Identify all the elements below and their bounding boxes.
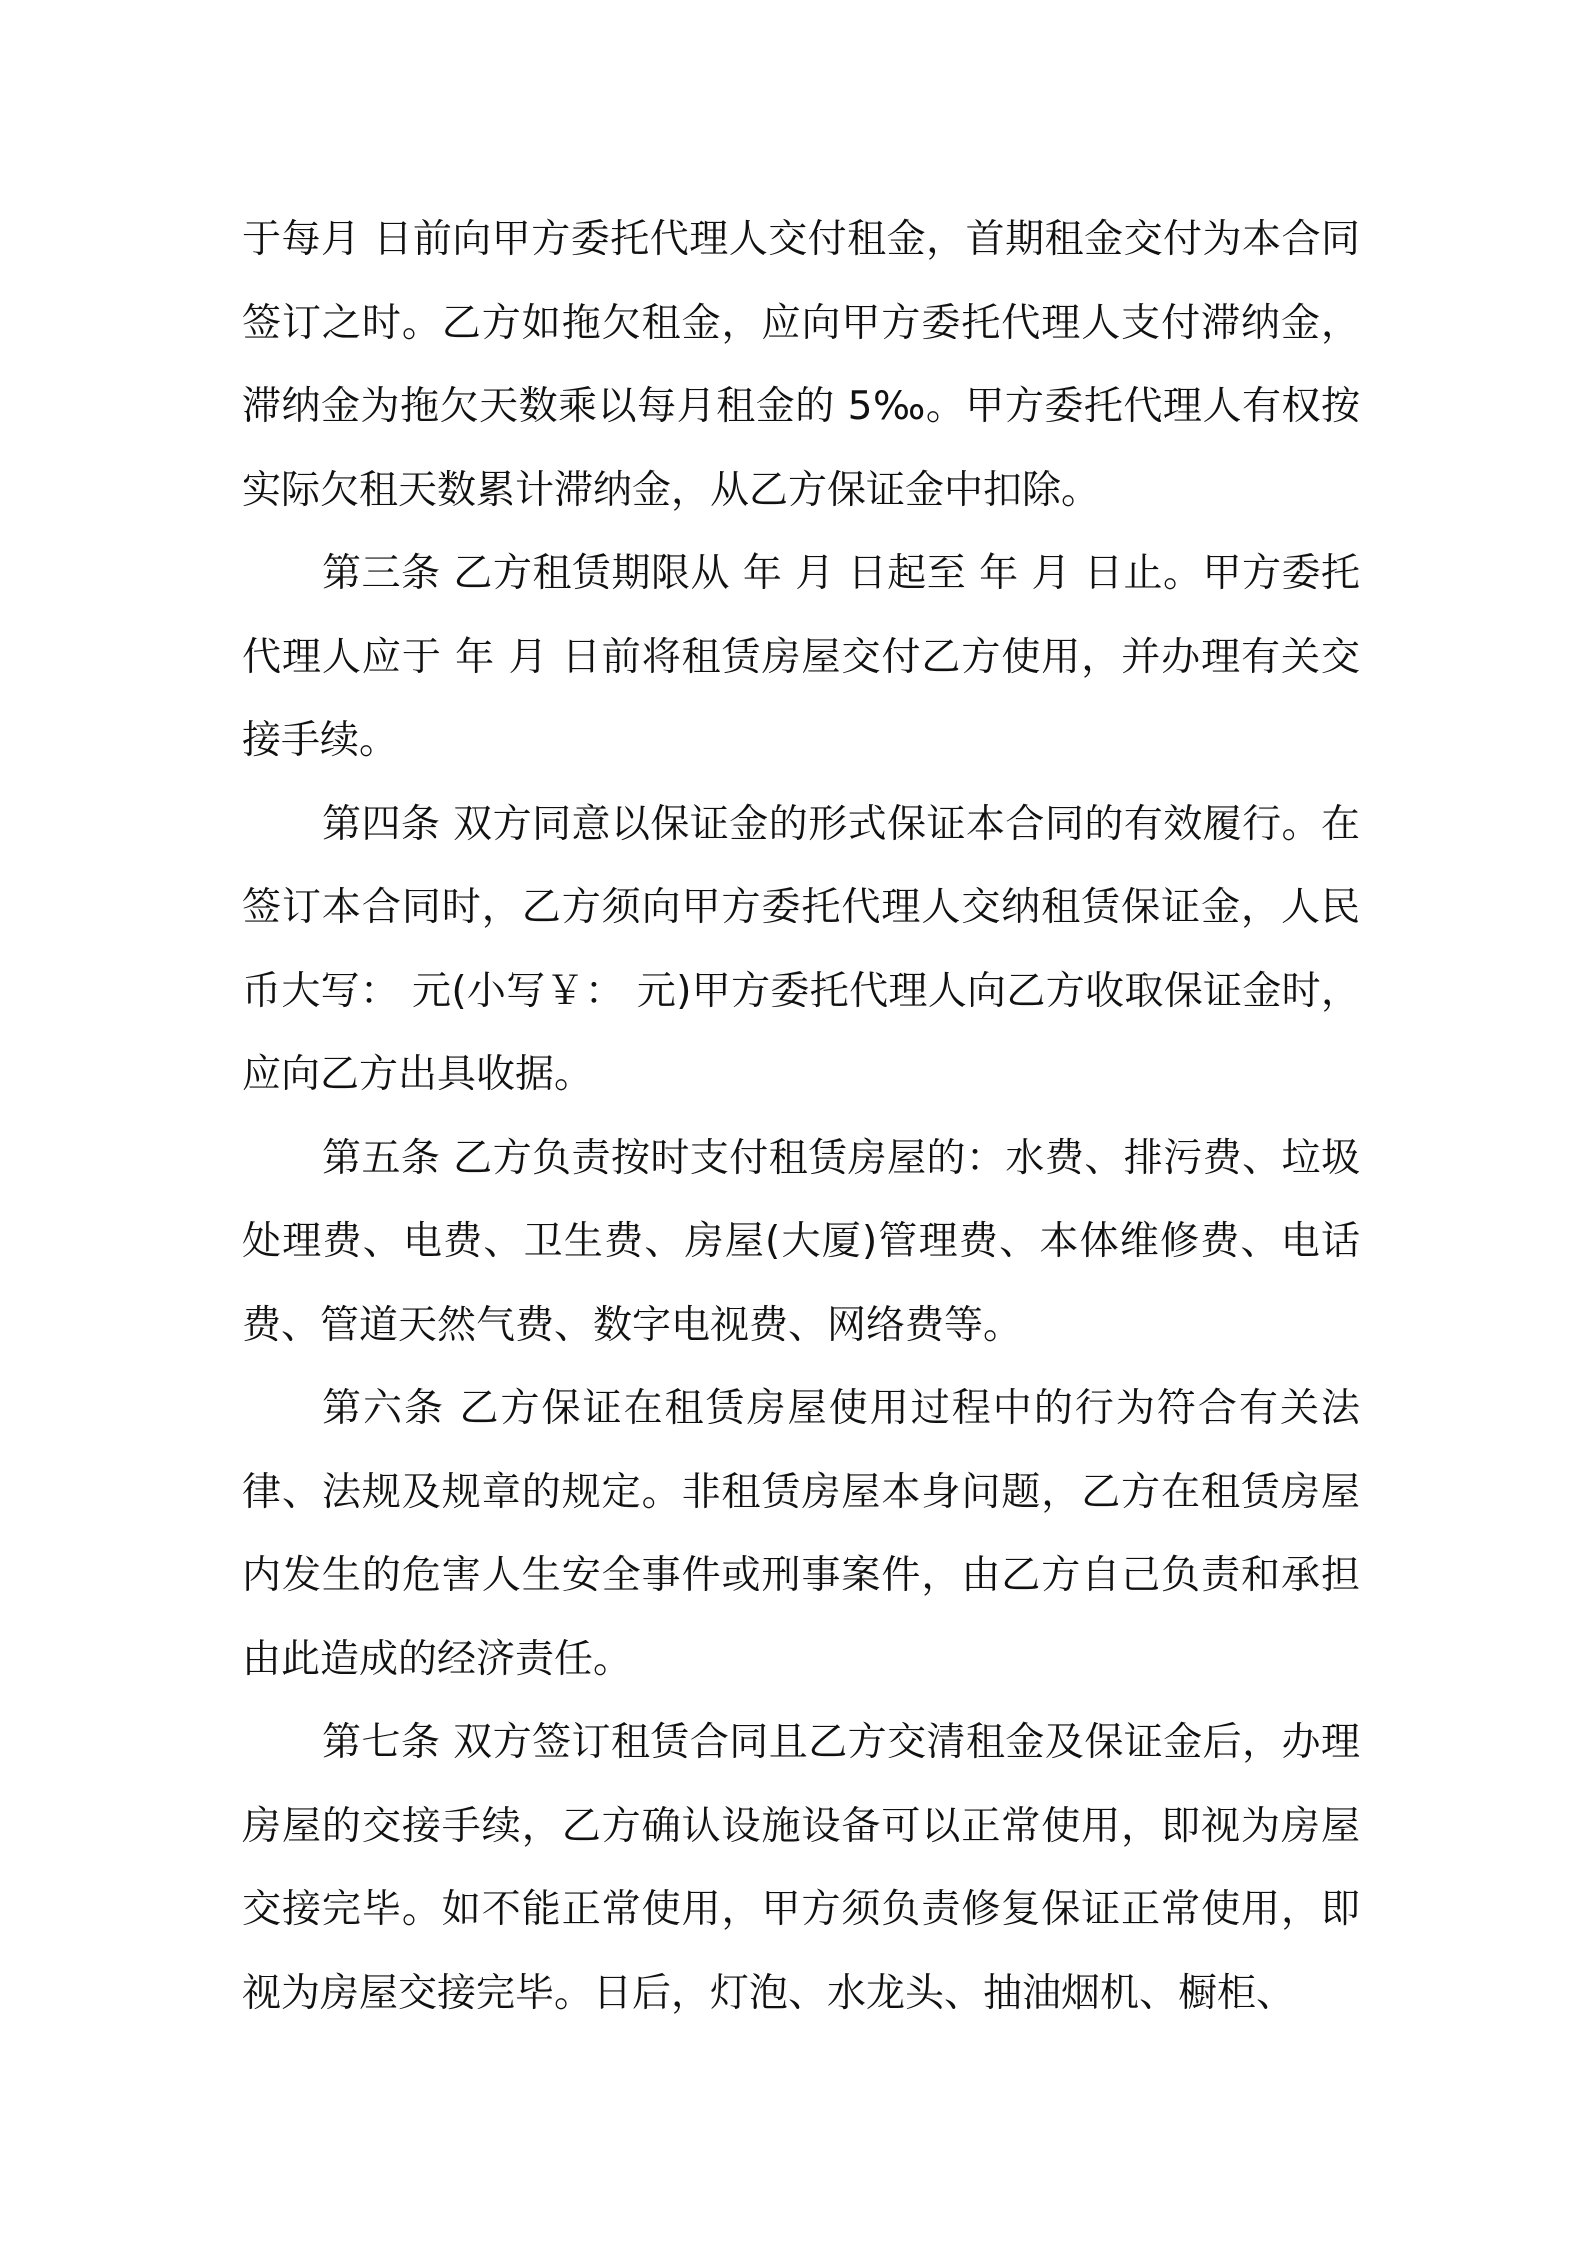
paragraph-article-5: 第五条 乙方负责按时支付租赁房屋的：水费、排污费、垃圾处理费、电费、卫生费、房屋(大厦)管理费、本体维修费、电话费、管道天然气费、数字电视费、网络费等。 [242,1135,1360,1348]
paragraph-article-3: 第三条 乙方租赁期限从 年 月 日起至 年 月 日止。甲方委托代理人应于 年 月 日前将租赁房屋交付乙方使用，并办理有关交接手续。 [242,551,1360,763]
paragraph-article-6: 第六条 乙方保证在租赁房屋使用过程中的行为符合有关法律、法规及规章的规定。非租赁房屋本身问题，乙方在租赁房屋内发生的危害人生安全事件或刑事案件，由乙方自己负责和承担由此造成的经济责任。 [242,1386,1360,1682]
paragraph-article-7: 第七条 双方签订租赁合同且乙方交清租金及保证金后，办理房屋的交接手续，乙方确认设施设备可以正常使用，即视为房屋交接完毕。如不能正常使用，甲方须负责修复保证正常使用，即视为房屋交接完毕。日后，灯泡、水龙头、抽油烟机、橱柜、 [242,1720,1360,2016]
document-body [242,198,1360,2035]
paragraph-rent-payment: 于每月 日前向甲方委托代理人交付租金，首期租金交付为本合同签订之时。乙方如拖欠租金，应向甲方委托代理人支付滞纳金，滞纳金为拖欠天数乘以每月租金的 5‰。甲方委托代理人有权按实际欠租天数累计滞纳金，从乙方保证金中扣除。 [242,217,1360,513]
paragraph-article-4: 第四条 双方同意以保证金的形式保证本合同的有效履行。在签订本合同时，乙方须向甲方委托代理人交纳租赁保证金，人民币大写： 元(小写￥： 元)甲方委托代理人向乙方收取保证金时，应向乙方出具收据。 [242,801,1360,1097]
